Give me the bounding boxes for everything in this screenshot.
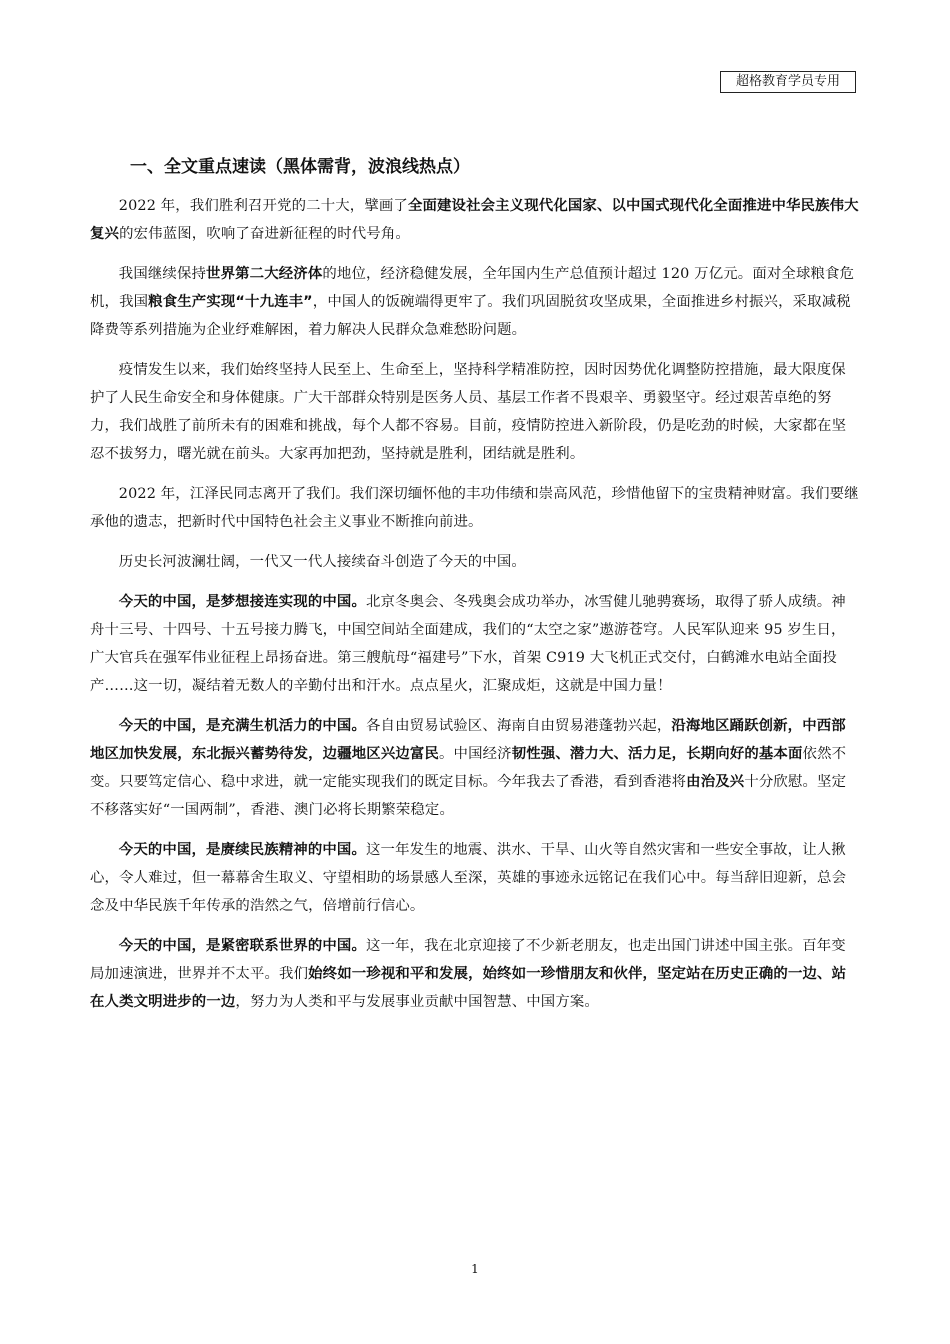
bold-key-phrase: 今天的中国，是梦想接连实现的中国。 bbox=[118, 594, 366, 610]
bold-key-phrase: 今天的中国，是充满生机活力的中国。 bbox=[118, 718, 366, 734]
bold-key-phrase: 沿海地区踊跃创新，中西部地区加快发展，东北振兴蓄势待发，边疆地区兴边富民 bbox=[90, 718, 846, 762]
text-segment: 2022 年，江泽民同志离开了我们。我们深切缅怀他的丰功伟绩和崇高风范，珍惜他留下的宝贵精神财富。我们要继承他的遗志，把新时代中国特色社会主义事业不断推向前进。 bbox=[90, 486, 859, 530]
text-segment: 各自由贸易试验区、海南自由贸易港蓬勃兴起， bbox=[366, 718, 672, 734]
text-segment: 疫情发生以来，我们始终坚持人民至上、生命至上，坚持科学精准防控，因时因势优化调整防控措施，最大限度保护了人民生命安全和身体健康。广大干部群众特别是医务人员、基层工作者不畏艰辛、勇毅坚守。经过艰苦卓绝的努力，我们战胜了前所未有的困难和挑战，每个人都不容易。目前，疫情防控进入新阶段，仍是吃劲的时候，大家都在坚忍不拔努力，曙光就在前头。大家再加把劲，坚持就是胜利，团结就是胜利。 bbox=[90, 362, 847, 462]
paragraph bbox=[90, 588, 860, 700]
text-segment: 的地位，经济稳健发展，全年国内生产总值预计超过 120 万亿元。面对全球粮食危机，我国 bbox=[90, 266, 855, 310]
text-segment: ，中国人的饭碗端得更牢了。我们巩固脱贫攻坚成果，全面推进乡村振兴，采取减税降费等系列措施为企业纾难解困，着力解决人民群众急难愁盼问题。 bbox=[90, 294, 851, 338]
bold-key-phrase: 粮食生产实现“十九连丰” bbox=[148, 294, 313, 310]
page-number: 1 bbox=[471, 1262, 479, 1276]
text-segment: 北京冬奥会、冬残奥会成功举办，冰雪健儿驰骋赛场，取得了骄人成绩。神舟十三号、十四号、十五号接力腾飞，中国空间站全面建成，我们的“太空之家”遨游苍穹。人民军队迎来 95 岁生日，广大官兵在强军伟业征程上昂扬奋进。第三艘航母“福建号”下水，首架 C919 大飞机正式交付，白鹤滩水电站全面投产……这一切，凝结着无数人的辛勤付出和汗水。点点星火，汇聚成炬，这就是中国力量！ bbox=[90, 594, 846, 694]
text-segment: ，努力为人类和平与发展事业贡献中国智慧、中国方案。 bbox=[235, 994, 599, 1010]
text-segment: 2022 年，我们胜利召开党的二十大，擘画了 bbox=[118, 198, 408, 214]
text-segment: 历史长河波澜壮阔，一代又一代人接续奋斗创造了今天的中国。 bbox=[118, 554, 526, 570]
document-body bbox=[90, 192, 860, 1028]
student-use-stamp: 超格教育学员专用 bbox=[720, 71, 856, 93]
paragraph bbox=[90, 712, 860, 824]
paragraph bbox=[90, 356, 860, 468]
text-segment: 我国继续保持 bbox=[118, 266, 207, 282]
bold-key-phrase: 今天的中国，是赓续民族精神的中国。 bbox=[118, 842, 366, 858]
text-segment: 这一年，我在北京迎接了不少新老朋友，也走出国门讲述中国主张。百年变局加速演进，世界并不太平。我们 bbox=[90, 938, 846, 982]
text-segment: 依然不变。只要笃定信心、稳中求进，就一定能实现我们的既定目标。今年我去了香港，看到香港将 bbox=[90, 746, 847, 790]
bold-key-phrase: 今天的中国，是紧密联系世界的中国。 bbox=[118, 938, 366, 954]
text-segment: 。中国经济 bbox=[438, 746, 512, 762]
paragraph bbox=[90, 260, 860, 344]
section-heading: 一、全文重点速读（黑体需背，波浪线热点） bbox=[130, 157, 470, 177]
text-segment: 的宏伟蓝图，吹响了奋进新征程的时代号角。 bbox=[119, 226, 410, 242]
bold-key-phrase: 始终如一珍视和平和发展，始终如一珍惜朋友和伙伴，坚定站在历史正确的一边、站在人类文明进步的一边 bbox=[90, 966, 847, 1010]
paragraph bbox=[90, 932, 860, 1016]
text-segment: 十分欣慰。坚定不移落实好“一国两制”，香港、澳门必将长期繁荣稳定。 bbox=[90, 774, 847, 818]
bold-key-phrase: 全面建设社会主义现代化国家、以中国式现代化全面推进中华民族伟大复兴 bbox=[90, 198, 859, 242]
bold-key-phrase: 由治及兴 bbox=[686, 774, 745, 790]
bold-key-phrase: 韧性强、潜力大、活力足，长期向好的基本面 bbox=[511, 746, 803, 762]
text-segment: 这一年发生的地震、洪水、干旱、山火等自然灾害和一些安全事故，让人揪心，令人难过，但一幕幕舍生取义、守望相助的场景感人至深，英雄的事迹永远铭记在我们心中。每当辞旧迎新，总会念及中华民族千年传承的浩然之气，倍增前行信心。 bbox=[90, 842, 847, 914]
paragraph bbox=[90, 836, 860, 920]
paragraph bbox=[90, 480, 860, 536]
paragraph bbox=[90, 548, 860, 576]
bold-key-phrase: 世界第二大经济体 bbox=[206, 266, 323, 282]
paragraph bbox=[90, 192, 860, 248]
